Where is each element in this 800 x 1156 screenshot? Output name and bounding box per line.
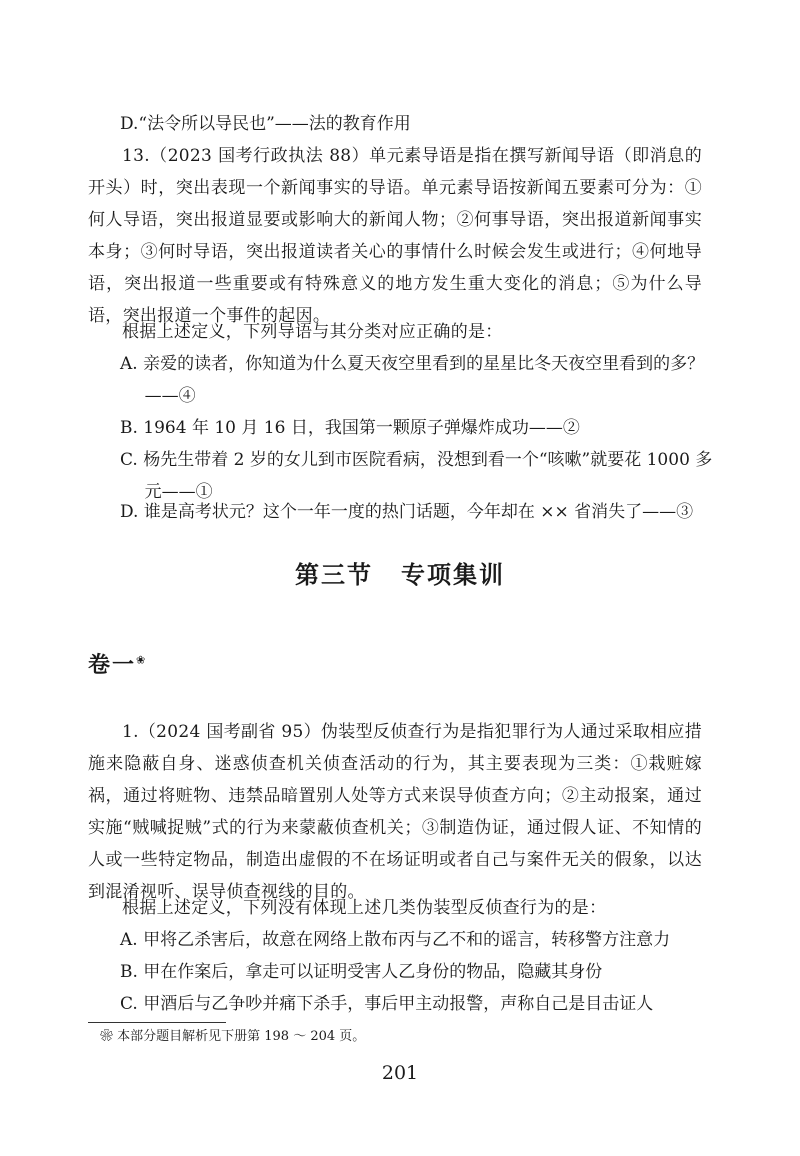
- q1-stem: 1.（2024 国考副省 95）伪装型反侦查行为是指犯罪行为人通过采取相应措施来隐蔽自身、迷惑侦查机关侦查活动的行为，其主要表现为三类：①栽赃嫁祸，通过将赃物、违禁品暗置别人处等方式来误导侦查方向；②主动报案，通过实施“贼喊捉贼”式的行为来蒙蔽侦查机关；③制造伪证，通过假人证、不知情的人或一些特定物品，制造出虚假的不在场证明或者自己与案件无关的假象，以达到混淆视听、误导侦查视线的目的。: [88, 722, 702, 902]
- q13-option-b: B. 1964 年 10 月 16 日，我国第一颗原子弹爆炸成功——②: [120, 418, 580, 438]
- q13-question: 根据上述定义，下列导语与其分类对应正确的是：: [122, 322, 503, 342]
- footnote-mark-icon: ❀: [136, 653, 148, 667]
- q1-option-c: C. 甲酒后与乙争吵并痛下杀手，事后甲主动报警，声称自己是目击证人: [120, 994, 654, 1014]
- footnote-divider: [88, 1022, 226, 1023]
- section-number: 第三节: [295, 561, 373, 589]
- q13-option-c: C. 杨先生带着 2 岁的女儿到市医院看病，没想到看一个“咳嗽”就要花 1000 多元——①: [120, 450, 713, 502]
- q13-option-a: A. 亲爱的读者，你知道为什么夏天夜空里看到的星星比冬天夜空里看到的多？——④: [120, 354, 705, 406]
- prev-option-d: D.“法令所以导民也”——法的教育作用: [120, 114, 411, 134]
- q1-option-a: A. 甲将乙杀害后，故意在网络上散布丙与乙不和的谣言，转移警方注意力: [120, 930, 671, 950]
- footnote: ❀ 本部分题目解析见下册第 198 ～ 204 页。: [100, 1029, 366, 1044]
- q13-option-d: D. 谁是高考状元？这个一年一度的热门话题，今年却在 ×× 省消失了——③: [120, 502, 694, 522]
- volume-label: 卷一: [88, 653, 137, 678]
- volume-heading: [88, 648, 147, 679]
- q1-question: 根据上述定义，下列没有体现上述几类伪装型反侦查行为的是：: [122, 898, 607, 918]
- section-name: 专项集训: [401, 561, 505, 589]
- section-title: [0, 555, 800, 590]
- page-number: 201: [381, 1062, 419, 1084]
- q13-stem: 13.（2023 国考行政执法 88）单元素导语是指在撰写新闻导语（即消息的开头）时，突出表现一个新闻事实的导语。单元素导语按新闻五要素可分为：①何人导语，突出报道显要或影响大的新闻人物；②何事导语，突出报道新闻事实本身；③何时导语，突出报道读者关心的事情什么时候会发生或进行；④何地导语，突出报道一些重要或有特殊意义的地方发生重大变化的消息；⑤为什么导语，突出报道一个事件的起因。: [88, 146, 702, 326]
- q1-option-b: B. 甲在作案后，拿走可以证明受害人乙身份的物品，隐藏其身份: [120, 962, 603, 982]
